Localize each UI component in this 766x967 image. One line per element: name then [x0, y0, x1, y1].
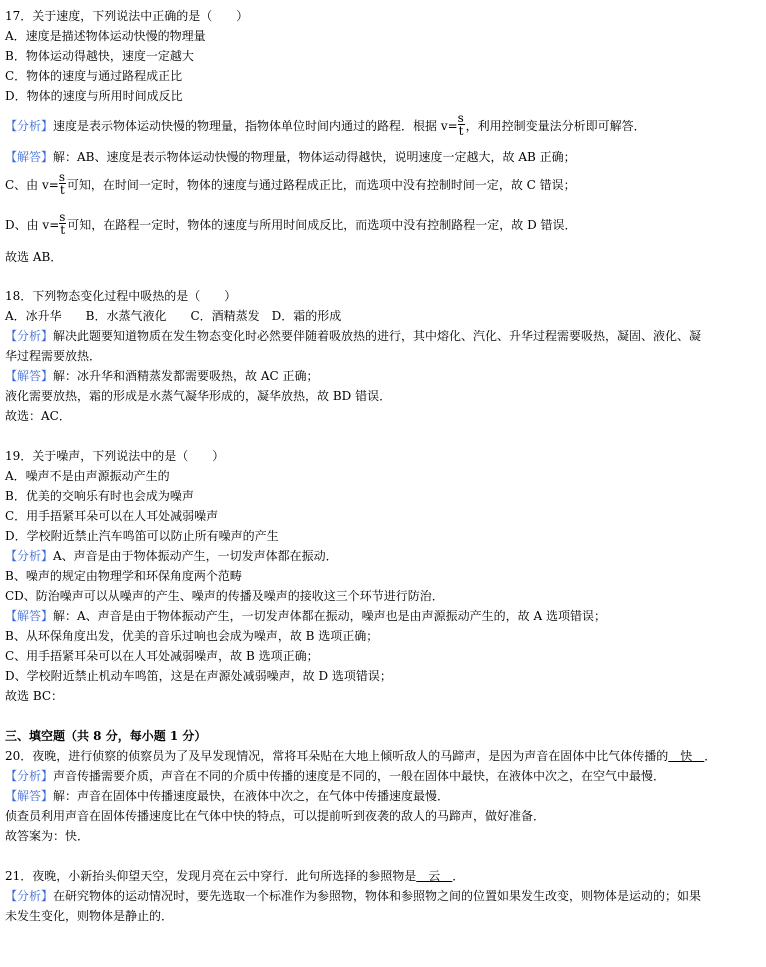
- q17-answer-c-text-a: C、由 v=: [5, 178, 59, 192]
- q19-analysis-b: B、噪声的规定由物理学和环保角度两个范畴: [5, 569, 242, 583]
- q20-answer: [5, 789, 449, 803]
- fraction-denominator: t: [458, 124, 464, 138]
- fraction-s-over-t: [58, 170, 67, 197]
- q18-answer-text: 解：冰升华和酒精蒸发都需要吸热，故 AC 正确；: [53, 369, 319, 383]
- q19-stem: 19．关于噪声，下列说法中的是（ ）: [5, 449, 225, 463]
- q17-stem: 17．关于速度，下列说法中正确的是（ ）: [5, 9, 249, 23]
- q18-analysis: [5, 329, 701, 343]
- answer-tag: 【解答】: [5, 789, 54, 803]
- q19-analysis: [5, 549, 338, 563]
- fraction-numerator: s: [59, 210, 66, 224]
- answer-tag: 【解答】: [5, 150, 54, 164]
- q21-analysis-cont: 未发生变化，则物体是静止的．: [5, 909, 174, 923]
- q21-stem-end: ．: [452, 869, 465, 883]
- q17-answer-d-text-b: 可知，在路程一定时，物体的速度与所用时间成反比，而选项中没有控制路程一定，故 D 错误．: [67, 218, 577, 232]
- q18-conclusion: 故选：AC．: [5, 409, 71, 423]
- q18-answer: [5, 369, 319, 383]
- q20-answer-cont: 侦查员利用声音在固体传播速度比在气体中快的特点，可以提前听到夜袭的敌人的马蹄声，做好准备．: [5, 809, 546, 823]
- q18-stem: 18．下列物态变化过程中吸热的是（ ）: [5, 289, 237, 303]
- q19-option-d: D．学校附近禁止汽车鸣笛可以防止所有噪声的产生: [5, 529, 279, 543]
- q21-analysis-text: 在研究物体的运动情况时，要先选取一个标准作为参照物，物体和参照物之间的位置如果发生改变，则物体是运动的；如果: [53, 889, 702, 903]
- q19-conclusion: 故选 BC：: [5, 689, 64, 703]
- q19-answer-c: C、用手捂紧耳朵可以在人耳处减弱噪声，故 B 选项正确；: [5, 649, 319, 663]
- q21-analysis: [5, 889, 701, 903]
- q19-answer-d: D、学校附近禁止机动车鸣笛，这是在声源处减弱噪声，故 D 选项错误；: [5, 669, 392, 683]
- q17-analysis: [5, 111, 646, 138]
- analysis-tag: 【分析】: [5, 889, 54, 903]
- fraction-s-over-t: [59, 210, 67, 237]
- q18-analysis-text: 解决此题要知道物质在发生物态变化时必然要伴随着吸放热的进行，其中熔化、汽化、升华过程需要吸热，凝固、液化、凝: [53, 329, 702, 343]
- q19-option-a: A．噪声不是由声源振动产生的: [5, 469, 170, 483]
- q17-option-d: D．物体的速度与所用时间成反比: [5, 89, 183, 103]
- q20-analysis-text: 声音传播需要介质，声音在不同的介质中传播的速度是不同的，一般在固体中最快，在液体中次之，在空气中最慢．: [53, 769, 666, 783]
- analysis-tag: 【分析】: [5, 119, 54, 133]
- fraction-numerator: s: [457, 111, 464, 125]
- q18-analysis-cont: 华过程需要放热．: [5, 349, 102, 363]
- q19-analysis-cd: CD、防治噪声可以从噪声的产生、噪声的传播及噪声的接收这三个环节进行防治．: [5, 589, 444, 603]
- q20-stem-end: ．: [704, 749, 717, 763]
- q17-answer-d: [5, 210, 577, 237]
- q19-answer: [5, 609, 606, 623]
- q17-option-b: B．物体运动得越快，速度一定越大: [5, 49, 194, 63]
- q17-answer-d-text-a: D、由 v=: [5, 218, 60, 232]
- q20-conclusion: 故答案为：快．: [5, 829, 90, 843]
- q17-answer-c: [5, 170, 576, 197]
- q20-answer-blank: 快: [668, 749, 705, 763]
- q21-answer-blank: 云: [416, 869, 453, 883]
- q17-conclusion: 故选 AB．: [5, 250, 63, 264]
- q17-answer: [5, 150, 576, 164]
- fraction-s-over-t: [457, 111, 466, 138]
- q17-answer-c-text-b: 可知，在时间一定时，物体的速度与通过路程成正比，而选项中没有控制时间一定，故 C 错误；: [66, 178, 576, 192]
- q21-stem: [5, 869, 464, 883]
- q18-options: A．冰升华 B．水蒸气液化 C．酒精蒸发 D．霜的形成: [5, 309, 342, 323]
- fraction-numerator: s: [58, 170, 66, 184]
- q17-option-a: A．速度是描述物体运动快慢的物理量: [5, 29, 206, 43]
- q19-answer-b: B、从环保角度出发，优美的音乐过响也会成为噪声，故 B 选项正确；: [5, 629, 379, 643]
- fraction-denominator: t: [60, 223, 66, 237]
- q20-analysis: [5, 769, 665, 783]
- q19-analysis-text: A、声音是由于物体振动产生，一切发声体都在振动．: [53, 549, 338, 563]
- fraction-denominator: t: [59, 183, 65, 197]
- q21-stem-text: 21．夜晚，小新抬头仰望天空，发现月亮在云中穿行．此句所选择的参照物是: [5, 869, 417, 883]
- analysis-tag: 【分析】: [5, 769, 54, 783]
- q19-answer-text: 解：A、声音是由于物体振动产生，一切发声体都在振动，噪声也是由声源振动产生的，故 A 选项错误；: [53, 609, 606, 623]
- analysis-tag: 【分析】: [5, 329, 54, 343]
- q17-option-c: C．物体的速度与通过路程成正比: [5, 69, 183, 83]
- q19-option-b: B．优美的交响乐有时也会成为噪声: [5, 489, 194, 503]
- q17-answer-text: 解：AB、速度是表示物体运动快慢的物理量，物体运动得越快，说明速度一定越大，故 AB 正确；: [53, 150, 576, 164]
- q17-analysis-text-a: 速度是表示物体运动快慢的物理量，指物体单位时间内通过的路程．根据 v=: [53, 119, 458, 133]
- q17-analysis-text-b: ，利用控制变量法分析即可解答．: [465, 119, 646, 133]
- q20-answer-text: 解：声音在固体中传播速度最快，在液体中次之，在气体中传播速度最慢．: [53, 789, 450, 803]
- answer-tag: 【解答】: [5, 369, 54, 383]
- q19-option-c: C．用手捂紧耳朵可以在人耳处减弱噪声: [5, 509, 219, 523]
- q20-stem: [5, 749, 716, 763]
- analysis-tag: 【分析】: [5, 549, 54, 563]
- section-heading: 三、填空题（共 8 分，每小题 1 分）: [5, 729, 207, 743]
- answer-tag: 【解答】: [5, 609, 54, 623]
- q18-answer-cont: 液化需要放热，霜的形成是水蒸气凝华形成的，凝华放热，故 BD 错误．: [5, 389, 392, 403]
- q20-stem-text: 20．夜晚，进行侦察的侦察员为了及早发现情况，常将耳朵贴在大地上倾听敌人的马蹄声，是因为声音在固体中比气体传播的: [5, 749, 669, 763]
